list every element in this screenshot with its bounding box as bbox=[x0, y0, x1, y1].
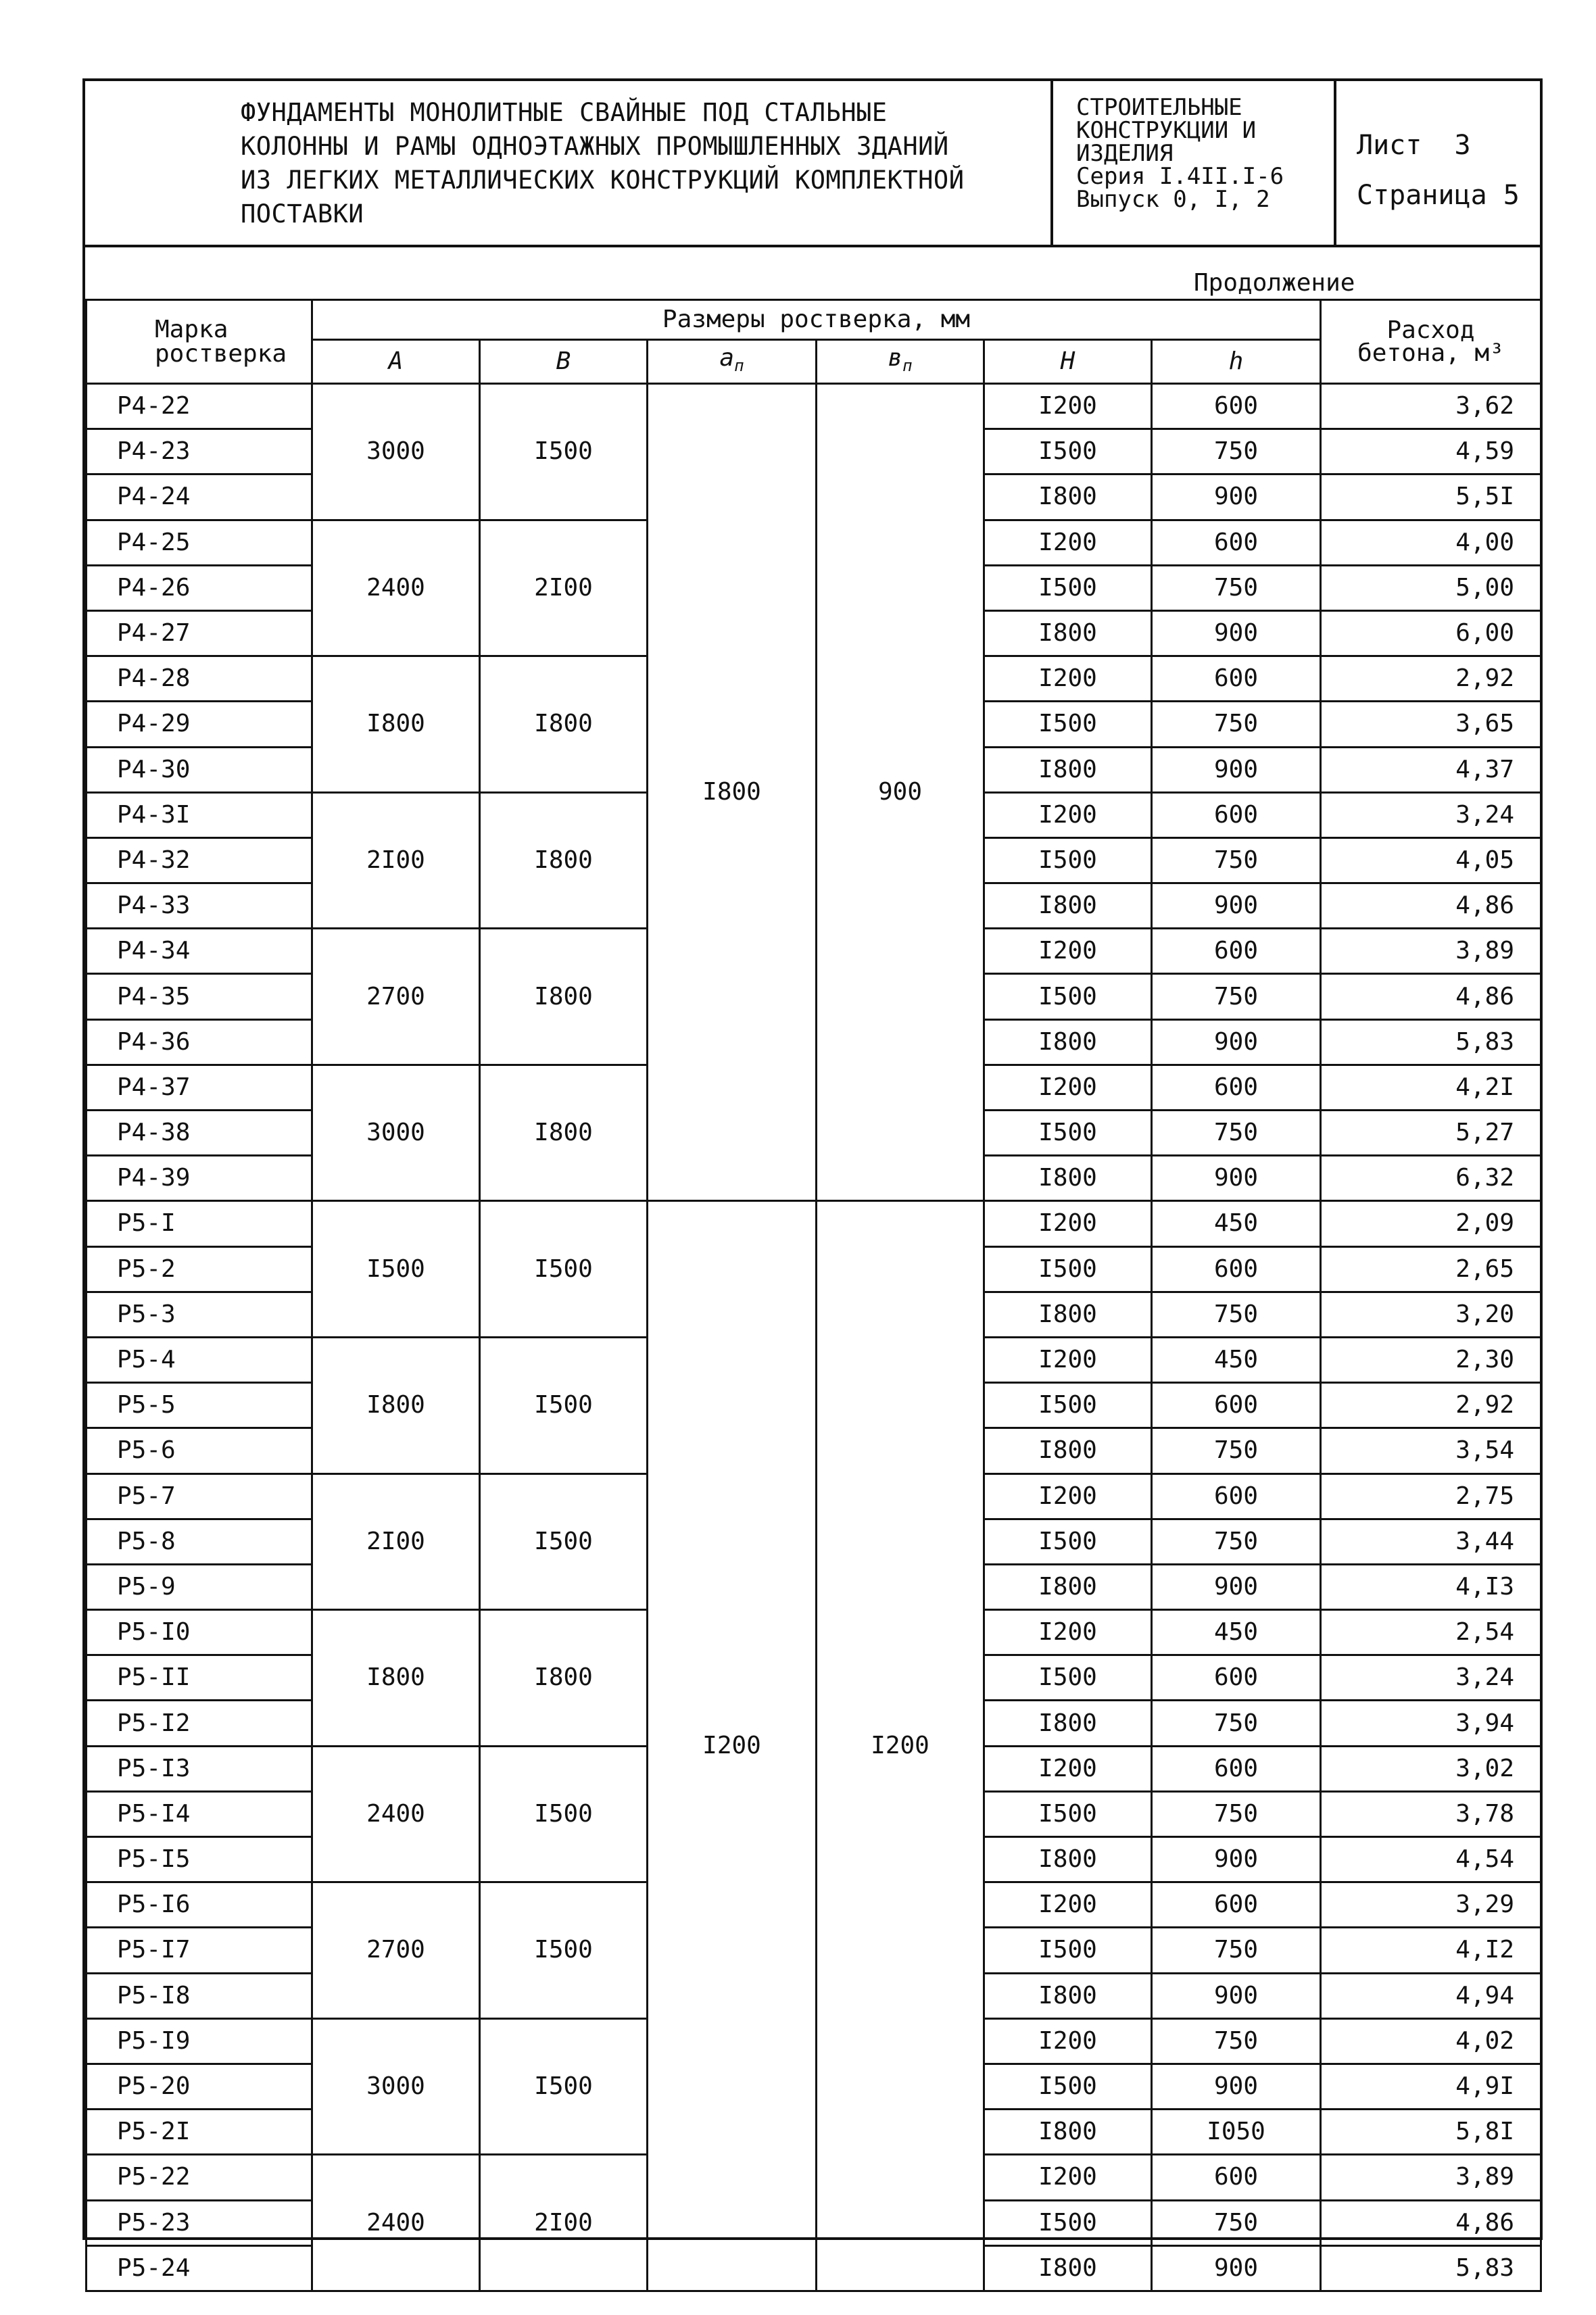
cell-A: 2400 bbox=[312, 520, 480, 656]
cell-mark: P4-29 bbox=[87, 702, 312, 747]
header-an bbox=[648, 340, 817, 384]
cell-volume: 3,20 bbox=[1321, 1292, 1541, 1337]
cell-B: I500 bbox=[480, 1746, 648, 1882]
cell-volume: 5,27 bbox=[1321, 1111, 1541, 1156]
cell-mark: P5-24 bbox=[87, 2245, 312, 2291]
cell-h: 900 bbox=[1152, 474, 1321, 520]
cell-mark: P5-I2 bbox=[87, 1701, 312, 1746]
cell-H: I800 bbox=[984, 1973, 1152, 2018]
cell-volume: 3,02 bbox=[1321, 1746, 1541, 1791]
cell-volume: 5,5I bbox=[1321, 474, 1541, 520]
cell-h: 750 bbox=[1152, 1791, 1321, 1836]
cell-B: I500 bbox=[480, 1337, 648, 1473]
cell-mark: P5-II bbox=[87, 1655, 312, 1701]
cell-A: I500 bbox=[312, 1201, 480, 1338]
cell-h: 600 bbox=[1152, 792, 1321, 837]
cell-mark: P5-4 bbox=[87, 1337, 312, 1382]
header-sizes: Размеры ростверка, мм bbox=[312, 300, 1321, 340]
cell-H: I800 bbox=[984, 2110, 1152, 2155]
cell-volume: 2,30 bbox=[1321, 1337, 1541, 1382]
title-line: ИЗ ЛЕГКИХ МЕТАЛЛИЧЕСКИХ КОНСТРУКЦИЙ КОМПЛЕКТНОЙ bbox=[241, 166, 965, 195]
cell-mark: P5-2I bbox=[87, 2110, 312, 2155]
cell-h: 750 bbox=[1152, 1428, 1321, 1473]
cell-A: 2I00 bbox=[312, 1473, 480, 1610]
cell-H: I800 bbox=[984, 883, 1152, 929]
cell-h: 750 bbox=[1152, 702, 1321, 747]
cell-H: I800 bbox=[984, 474, 1152, 520]
cell-bn: 900 bbox=[817, 384, 984, 1201]
cell-h: 900 bbox=[1152, 747, 1321, 792]
sheet-block bbox=[1336, 81, 1540, 245]
cell-H: I200 bbox=[984, 2018, 1152, 2064]
cell-mark: P5-7 bbox=[87, 1473, 312, 1519]
cell-mark: P5-6 bbox=[87, 1428, 312, 1473]
cell-H: I200 bbox=[984, 1065, 1152, 1110]
cell-mark: P4-35 bbox=[87, 974, 312, 1019]
cell-H: I800 bbox=[984, 747, 1152, 792]
cell-volume: 4,86 bbox=[1321, 883, 1541, 929]
cell-B: I800 bbox=[480, 1610, 648, 1747]
continuation-label: Продолжение bbox=[1194, 269, 1355, 297]
cell-mark: P5-9 bbox=[87, 1564, 312, 1609]
cell-H: I800 bbox=[984, 1701, 1152, 1746]
cell-H: I500 bbox=[984, 2064, 1152, 2109]
cell-h: 750 bbox=[1152, 2200, 1321, 2245]
cell-H: I500 bbox=[984, 565, 1152, 610]
cell-mark: P5-I4 bbox=[87, 1791, 312, 1836]
cell-h: 600 bbox=[1152, 384, 1321, 429]
cell-B: I800 bbox=[480, 1065, 648, 1201]
cell-volume: 4,05 bbox=[1321, 837, 1541, 883]
cell-H: I200 bbox=[984, 656, 1152, 702]
cell-H: I800 bbox=[984, 1156, 1152, 1201]
series-block bbox=[1053, 81, 1336, 245]
cell-volume: 4,86 bbox=[1321, 974, 1541, 1019]
cell-mark: P4-33 bbox=[87, 883, 312, 929]
header-bn-sub: п bbox=[902, 356, 913, 375]
cell-h: 450 bbox=[1152, 1610, 1321, 1655]
cell-B: I500 bbox=[480, 1473, 648, 1610]
cell-h: 750 bbox=[1152, 1111, 1321, 1156]
cell-mark: P5-I3 bbox=[87, 1746, 312, 1791]
cell-volume: 3,24 bbox=[1321, 792, 1541, 837]
cell-B: I800 bbox=[480, 792, 648, 929]
cell-H: I800 bbox=[984, 1292, 1152, 1337]
cell-h: 600 bbox=[1152, 1882, 1321, 1928]
cell-H: I500 bbox=[984, 1111, 1152, 1156]
cell-volume: 2,92 bbox=[1321, 656, 1541, 702]
cell-H: I800 bbox=[984, 2245, 1152, 2291]
cell-h: 600 bbox=[1152, 2155, 1321, 2200]
cell-h: 750 bbox=[1152, 565, 1321, 610]
series-line: Выпуск 0, I, 2 bbox=[1076, 186, 1270, 213]
cell-H: I200 bbox=[984, 929, 1152, 974]
cell-A: 2400 bbox=[312, 2155, 480, 2291]
cell-volume: 5,83 bbox=[1321, 2245, 1541, 2291]
cell-mark: P5-5 bbox=[87, 1383, 312, 1428]
cell-H: I200 bbox=[984, 1473, 1152, 1519]
cell-h: 600 bbox=[1152, 520, 1321, 565]
cell-H: I800 bbox=[984, 1564, 1152, 1609]
cell-volume: 6,00 bbox=[1321, 610, 1541, 656]
cell-H: I200 bbox=[984, 384, 1152, 429]
cell-volume: 2,65 bbox=[1321, 1246, 1541, 1292]
drawing-frame bbox=[82, 78, 1543, 2282]
cell-volume: 4,9I bbox=[1321, 2064, 1541, 2109]
cell-A: I800 bbox=[312, 1337, 480, 1473]
cell-mark: P5-I8 bbox=[87, 1973, 312, 2018]
cell-mark: P4-39 bbox=[87, 1156, 312, 1201]
cell-volume: 3,65 bbox=[1321, 702, 1541, 747]
cell-A: 2400 bbox=[312, 1746, 480, 1882]
cell-B: 2I00 bbox=[480, 520, 648, 656]
cell-H: I500 bbox=[984, 2200, 1152, 2245]
header-divider bbox=[85, 245, 1540, 247]
cell-mark: P4-25 bbox=[87, 520, 312, 565]
cell-H: I200 bbox=[984, 792, 1152, 837]
cell-volume: 4,94 bbox=[1321, 1973, 1541, 2018]
cell-A: 2700 bbox=[312, 1882, 480, 2019]
cell-volume: 3,54 bbox=[1321, 1428, 1541, 1473]
cell-h: 750 bbox=[1152, 1928, 1321, 1973]
title-line: ФУНДАМЕНТЫ МОНОЛИТНЫЕ СВАЙНЫЕ ПОД СТАЛЬНЫЕ bbox=[241, 98, 888, 127]
cell-h: 600 bbox=[1152, 1383, 1321, 1428]
cell-volume: 3,94 bbox=[1321, 1701, 1541, 1746]
cell-H: I200 bbox=[984, 1746, 1152, 1791]
cell-volume: 4,86 bbox=[1321, 2200, 1541, 2245]
cell-volume: 5,83 bbox=[1321, 1019, 1541, 1065]
cell-volume: 3,24 bbox=[1321, 1655, 1541, 1701]
cell-h: 750 bbox=[1152, 1519, 1321, 1564]
table-row bbox=[87, 384, 1541, 429]
cell-H: I500 bbox=[984, 974, 1152, 1019]
cell-h: 900 bbox=[1152, 2245, 1321, 2291]
cell-volume: 4,54 bbox=[1321, 1837, 1541, 1882]
cell-B: I800 bbox=[480, 656, 648, 793]
cell-h: 900 bbox=[1152, 883, 1321, 929]
cell-mark: P4-23 bbox=[87, 429, 312, 474]
cell-volume: 2,75 bbox=[1321, 1473, 1541, 1519]
cell-mark: P5-2 bbox=[87, 1246, 312, 1292]
cell-mark: P5-22 bbox=[87, 2155, 312, 2200]
cell-h: 750 bbox=[1152, 1292, 1321, 1337]
header-mark: Марка ростверка bbox=[87, 300, 312, 384]
cell-h: 900 bbox=[1152, 1973, 1321, 2018]
cell-bn: I200 bbox=[817, 1201, 984, 2291]
header-bn-letter: в bbox=[888, 343, 903, 372]
cell-H: I500 bbox=[984, 837, 1152, 883]
cell-A: I800 bbox=[312, 656, 480, 793]
header-an-letter: a bbox=[719, 343, 735, 372]
series-line: СТРОИТЕЛЬНЫЕ bbox=[1076, 94, 1242, 121]
table-body bbox=[87, 384, 1541, 2291]
cell-H: I200 bbox=[984, 1610, 1152, 1655]
cell-H: I500 bbox=[984, 1519, 1152, 1564]
cell-h: 600 bbox=[1152, 1246, 1321, 1292]
cell-mark: P4-32 bbox=[87, 837, 312, 883]
title-line: КОЛОННЫ И РАМЫ ОДНОЭТАЖНЫХ ПРОМЫШЛЕННЫХ ЗДАНИЙ bbox=[241, 132, 949, 161]
cell-H: I800 bbox=[984, 1428, 1152, 1473]
header-H: H bbox=[984, 340, 1152, 384]
cell-an: I800 bbox=[648, 384, 817, 1201]
cell-h: 900 bbox=[1152, 2064, 1321, 2109]
cell-volume: 4,37 bbox=[1321, 747, 1541, 792]
cell-h: 450 bbox=[1152, 1201, 1321, 1246]
cell-B: I800 bbox=[480, 929, 648, 1065]
cell-volume: 6,32 bbox=[1321, 1156, 1541, 1201]
cell-mark: P4-28 bbox=[87, 656, 312, 702]
cell-mark: P5-I5 bbox=[87, 1837, 312, 1882]
cell-A: 3000 bbox=[312, 1065, 480, 1201]
cell-h: 600 bbox=[1152, 1473, 1321, 1519]
cell-mark: P4-34 bbox=[87, 929, 312, 974]
cell-mark: P5-23 bbox=[87, 2200, 312, 2245]
cell-H: I500 bbox=[984, 1791, 1152, 1836]
cell-h: 900 bbox=[1152, 1837, 1321, 1882]
cell-mark: P4-37 bbox=[87, 1065, 312, 1110]
cell-volume: 4,I3 bbox=[1321, 1564, 1541, 1609]
cell-mark: P4-38 bbox=[87, 1111, 312, 1156]
cell-volume: 2,92 bbox=[1321, 1383, 1541, 1428]
cell-H: I200 bbox=[984, 1201, 1152, 1246]
header-concrete: Расход бетона, м³ bbox=[1321, 300, 1541, 384]
cell-H: I500 bbox=[984, 1655, 1152, 1701]
cell-an: I200 bbox=[648, 1201, 817, 2291]
cell-volume: 3,44 bbox=[1321, 1519, 1541, 1564]
cell-h: 750 bbox=[1152, 837, 1321, 883]
cell-mark: P5-3 bbox=[87, 1292, 312, 1337]
series-line: Серия I.4II.I-6 bbox=[1076, 163, 1284, 190]
cell-H: I500 bbox=[984, 1246, 1152, 1292]
cell-volume: 4,I2 bbox=[1321, 1928, 1541, 1973]
cell-volume: 2,54 bbox=[1321, 1610, 1541, 1655]
header-B: B bbox=[480, 340, 648, 384]
cell-mark: P4-30 bbox=[87, 747, 312, 792]
cell-h: 600 bbox=[1152, 1655, 1321, 1701]
foundation-table bbox=[85, 299, 1542, 2292]
cell-h: 900 bbox=[1152, 1019, 1321, 1065]
table-row bbox=[87, 1201, 1541, 1246]
data-table-wrap bbox=[85, 299, 1540, 2292]
cell-H: I500 bbox=[984, 429, 1152, 474]
cell-volume: 3,29 bbox=[1321, 1882, 1541, 1928]
cell-mark: P5-I9 bbox=[87, 2018, 312, 2064]
cell-mark: P4-36 bbox=[87, 1019, 312, 1065]
cell-volume: 4,00 bbox=[1321, 520, 1541, 565]
cell-mark: P4-27 bbox=[87, 610, 312, 656]
header-bn bbox=[817, 340, 984, 384]
cell-volume: 4,2I bbox=[1321, 1065, 1541, 1110]
document-title bbox=[85, 81, 1053, 245]
cell-B: I500 bbox=[480, 1201, 648, 1338]
title-line: ПОСТАВКИ bbox=[241, 199, 364, 228]
cell-h: 900 bbox=[1152, 1564, 1321, 1609]
cell-h: 900 bbox=[1152, 610, 1321, 656]
cell-H: I500 bbox=[984, 702, 1152, 747]
cell-A: 2I00 bbox=[312, 792, 480, 929]
cell-mark: P5-I0 bbox=[87, 1610, 312, 1655]
cell-H: I500 bbox=[984, 1383, 1152, 1428]
cell-h: 600 bbox=[1152, 929, 1321, 974]
cell-H: I200 bbox=[984, 2155, 1152, 2200]
series-line: ИЗДЕЛИЯ bbox=[1076, 140, 1174, 167]
cell-H: I200 bbox=[984, 520, 1152, 565]
cell-volume: 5,8I bbox=[1321, 2110, 1541, 2155]
cell-h: 600 bbox=[1152, 1065, 1321, 1110]
cell-h: 450 bbox=[1152, 1337, 1321, 1382]
cell-B: I500 bbox=[480, 1882, 648, 2019]
cell-mark: P4-22 bbox=[87, 384, 312, 429]
cell-mark: P5-8 bbox=[87, 1519, 312, 1564]
cell-B: 2I00 bbox=[480, 2155, 648, 2291]
cell-H: I200 bbox=[984, 1882, 1152, 1928]
cell-h: 750 bbox=[1152, 429, 1321, 474]
cell-mark: P5-I bbox=[87, 1201, 312, 1246]
cell-mark: P4-3I bbox=[87, 792, 312, 837]
header-h: h bbox=[1152, 340, 1321, 384]
cell-mark: P5-I7 bbox=[87, 1928, 312, 1973]
cell-H: I500 bbox=[984, 1928, 1152, 1973]
cell-A: 2700 bbox=[312, 929, 480, 1065]
cell-H: I200 bbox=[984, 1337, 1152, 1382]
cell-A: I800 bbox=[312, 1610, 480, 1747]
cell-A: 3000 bbox=[312, 384, 480, 520]
cell-volume: 3,62 bbox=[1321, 384, 1541, 429]
cell-h: 600 bbox=[1152, 1746, 1321, 1791]
cell-volume: 3,89 bbox=[1321, 929, 1541, 974]
cell-volume: 4,02 bbox=[1321, 2018, 1541, 2064]
cell-B: I500 bbox=[480, 384, 648, 520]
cell-B: I500 bbox=[480, 2018, 648, 2155]
cell-H: I800 bbox=[984, 610, 1152, 656]
cell-mark: P5-20 bbox=[87, 2064, 312, 2109]
cell-volume: 4,59 bbox=[1321, 429, 1541, 474]
cell-volume: 3,89 bbox=[1321, 2155, 1541, 2200]
page-number: Страница 5 bbox=[1357, 180, 1520, 211]
cell-H: I800 bbox=[984, 1019, 1152, 1065]
cell-h: 750 bbox=[1152, 1701, 1321, 1746]
cell-mark: P4-26 bbox=[87, 565, 312, 610]
sheet-number: Лист 3 bbox=[1357, 130, 1471, 161]
cell-h: 600 bbox=[1152, 656, 1321, 702]
cell-h: 900 bbox=[1152, 1156, 1321, 1201]
series-line: КОНСТРУКЦИИ И bbox=[1076, 117, 1257, 144]
cell-h: 750 bbox=[1152, 2018, 1321, 2064]
cell-volume: 5,00 bbox=[1321, 565, 1541, 610]
cell-mark: P4-24 bbox=[87, 474, 312, 520]
cell-H: I800 bbox=[984, 1837, 1152, 1882]
cell-h: I050 bbox=[1152, 2110, 1321, 2155]
cell-volume: 2,09 bbox=[1321, 1201, 1541, 1246]
header-an-sub: п bbox=[734, 356, 744, 375]
cell-volume: 3,78 bbox=[1321, 1791, 1541, 1836]
cell-h: 750 bbox=[1152, 974, 1321, 1019]
header-A: A bbox=[312, 340, 480, 384]
cell-A: 3000 bbox=[312, 2018, 480, 2155]
cell-mark: P5-I6 bbox=[87, 1882, 312, 1928]
